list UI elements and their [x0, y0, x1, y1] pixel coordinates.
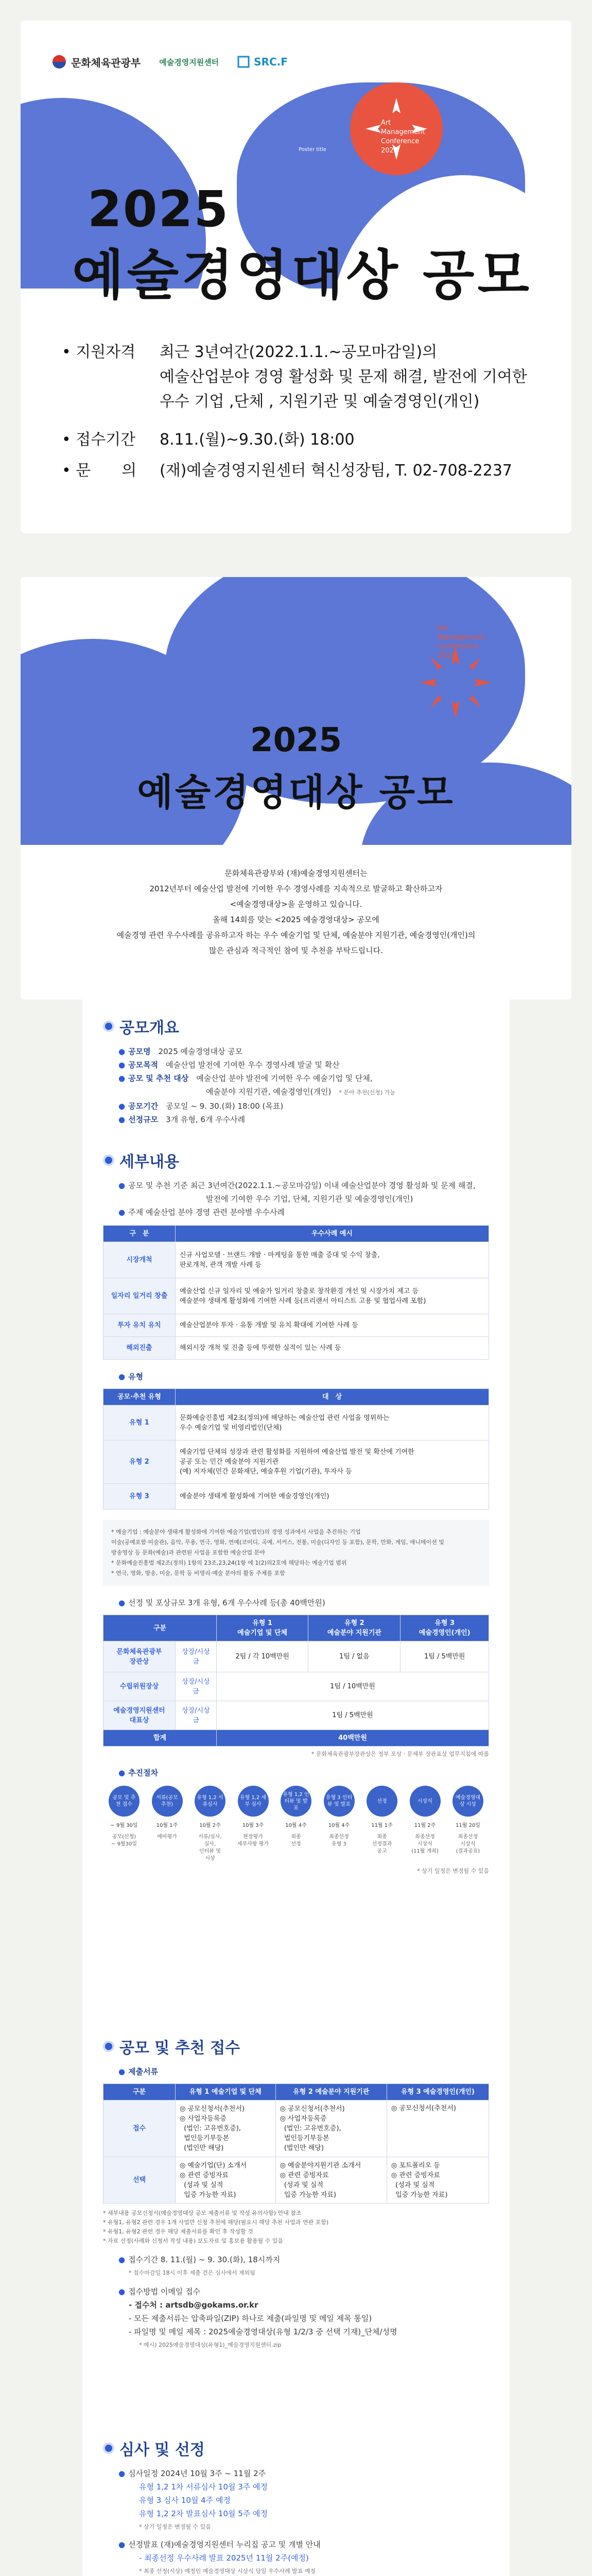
document-body — [82, 994, 510, 2576]
table-cell: 상장/시상금 — [176, 1641, 217, 1672]
table-header: 우수사례 예시 — [176, 1226, 489, 1242]
badge-line-4: 2025 — [381, 147, 398, 155]
review-schedule-text: 심사일정 2024년 10월 3주 ~ 11월 2주 — [128, 2469, 266, 2478]
step-desc: 최종선정 시상식 (결과공표) — [456, 1834, 480, 1854]
table-row — [103, 1405, 489, 1440]
process-step — [452, 1786, 484, 1862]
info-label-contact: • 문 의 — [62, 462, 137, 480]
step-circle: 선정 — [367, 1786, 397, 1817]
bullet-icon: ● — [118, 1074, 126, 1083]
submission-period-note: * 접수마감일 18시 이후 제출 건은 심사에서 제외됨 — [129, 2269, 255, 2276]
submission-how-text: 접수방법 이메일 접수 — [128, 2287, 201, 2296]
overview-key: 선정규모 — [128, 1115, 159, 1124]
review-step-3: 유형 1,2 2차 발표심사 10월 5주 예정 — [139, 2509, 268, 2518]
process-heading-text: 추진절차 — [128, 1768, 159, 1777]
prize-note: * 문화체육관광부장관상은 정부 포상 · 문체부 장관표상 업무지침에 따름 — [311, 1751, 489, 1757]
hero2-year: 2025 — [250, 721, 342, 759]
hero2-badge-line-1: Art — [438, 624, 448, 632]
overview-value: 공모일 ~ 9. 30.(화) 18:00 (목표) — [166, 1101, 284, 1111]
table-header: 구분 — [103, 2084, 176, 2100]
bullet-icon: ● — [118, 2540, 126, 2549]
review-step-2: 유형 3 심사 10월 4주 예정 — [139, 2496, 231, 2505]
review-schedule — [118, 2467, 489, 2480]
badge-caption: Poster title — [299, 147, 326, 152]
process-step — [280, 1786, 312, 1862]
table-cell-key: 접수 — [103, 2100, 176, 2157]
table-cell: 문화예술진흥법 제2조(정의)에 해당하는 예술산업 관련 사업을 영위하는 우수 예술기업 및 비영리법인(단체) — [176, 1405, 489, 1440]
table-header: 공모·추천 유형 — [103, 1389, 176, 1405]
details-lead-2: 발전에 기여한 우수 기업, 단체, 지원기관 및 예술경영인(개인) — [206, 1194, 413, 1204]
section-dot-icon — [103, 1155, 114, 1166]
table-cell-key: 유형 1 — [103, 1405, 176, 1440]
table-cell: 1팀 / 10백만원 — [217, 1672, 489, 1701]
table-cell-key: 유형 2 — [103, 1440, 176, 1484]
section-overview-title-text: 공모개요 — [119, 1019, 179, 1037]
section-details — [103, 1149, 489, 1875]
process-note: * 상기 일정은 변경될 수 있음 — [417, 1868, 489, 1874]
step-desc: 최종 선정 — [291, 1834, 301, 1847]
section-dot-icon — [103, 1021, 114, 1032]
hero2-intro: 문화체육관광부와 (재)예술경영지원센터는 2012년부터 예술산업 발전에 기여한 우수 경영사례를 지속적으로 발굴하고 확산하고자 <예술경영대상>을 운영하고 있습니다. 올해 14회를 맞는 <2025 예술경영대상> 공모에 예술경영 관련 우수사례를 공유하고자 하는 우수 예술기업 및 단체, 예술분야 지원기관, 예술경영인(개인)의 많은 관심과 적극적인 참여 및 추천을 부탁드립니다. — [116, 869, 476, 955]
details-lead-3 — [118, 1206, 489, 1219]
arts-logo — [159, 57, 219, 67]
process-steps — [103, 1786, 489, 1862]
srcf-name: SRC.F — [254, 56, 288, 68]
bullet-icon: ● — [118, 2067, 126, 2076]
bullet-icon: ● — [118, 1060, 126, 1070]
table-cell-key: 유형 3 — [103, 1484, 176, 1510]
table-row — [103, 1242, 489, 1278]
overview-key: 공모명 — [128, 1047, 151, 1056]
ministry-logo — [51, 54, 141, 70]
info-contact — [62, 459, 512, 483]
table-row — [103, 1641, 489, 1672]
review-announce — [118, 2538, 489, 2551]
table-cell: 신규 사업모델 · 브랜드 개발 · 마케팅을 통한 매출 증대 및 수익 창출, 판로개척, 관객 개발 사례 등 — [176, 1242, 489, 1278]
table-cell: 2팀 / 각 10백만원 — [217, 1641, 308, 1672]
table-cell: ◎ 공모신청서(추천서) ◎ 사업자등록증 (법인: 고유번호증), 법인등기부등본 (법인만 해당) — [275, 2100, 387, 2157]
table-row — [103, 1484, 489, 1510]
table-cell: 1팀 / 5백만원 — [217, 1701, 489, 1730]
table-header: 대 상 — [176, 1389, 489, 1405]
type-table — [103, 1388, 489, 1510]
table-cell-key: 예술경영지원센터 대표상 — [103, 1701, 176, 1730]
section-details-title — [103, 1149, 489, 1172]
table-cell-key: 투자 유치 유치 — [103, 1314, 176, 1337]
table-header: 유형 3 예술경영인(개인) — [401, 1615, 489, 1641]
overview-value: 예술분야 지원기관, 예술경영인(개인) — [206, 1087, 332, 1096]
step-desc: 예비평가 — [157, 1834, 177, 1840]
documents-table — [103, 2083, 489, 2204]
info-value-eligibility: 최근 3년여간(2022.1.1.~공모마감일)의 예술산업분야 경영 활성화 및 문제 해결, 발전에 기여한 우수 기업 ,단체 , 지원기관 및 예술경영인(개인) — [160, 343, 527, 411]
table-header: 유형 3 예술경영인(개인) — [387, 2084, 489, 2100]
table-row — [103, 1337, 489, 1360]
overview-value: 3개 유형, 6개 우수사례 — [166, 1115, 246, 1124]
bullet-icon: ● — [118, 1372, 126, 1381]
bullet-icon: ● — [118, 1181, 126, 1190]
overview-note: * 분야 추천(신청) 가능 — [339, 1089, 395, 1096]
review-list — [103, 2467, 489, 2576]
section-overview-title — [103, 1015, 489, 1038]
step-desc: 최종선정 시상식 (11월 개최) — [411, 1834, 439, 1854]
hero2-card — [21, 577, 571, 999]
table-header: 구분 — [103, 1615, 217, 1641]
info-label-eligibility: • 지원자격 — [62, 343, 136, 361]
review-step-1: 유형 1,2 1차 서류심사 10월 3주 예정 — [139, 2482, 268, 2492]
hero2-badge-line-4: 2025 — [438, 652, 456, 660]
step-circle: 유형 1,2 세부 심사 — [238, 1786, 269, 1817]
info-value-contact: (재)예술경영지원센터 혁신성장팀, T. 02-708-2237 — [160, 462, 513, 480]
section-submission-title-text: 공모 및 추천 접수 — [119, 2039, 240, 2057]
step-circle: 시상식 — [410, 1786, 441, 1817]
ministry-emblem-icon — [51, 54, 67, 70]
bullet-icon: ● — [118, 1115, 126, 1124]
prize-lead — [103, 1596, 489, 1609]
overview-key: 공모기간 — [128, 1101, 159, 1111]
table-cell: 해외시장 개척 및 진출 등에 뚜렷한 실적이 있는 사례 등 — [176, 1337, 489, 1360]
documents-notes: * 세부내용 공모신청서(예술경영대상 공모 제출서류 및 작성 유의사항) 안내 참조 * 유형1, 유형2 관련 경우 1개 사업만 신청 추천에 해당(필요시 해당 추천 사업과 연관 포함) * 유형1, 유형2 관련 경우 해당 제출서류를 확인 후 작성할 것 * 자료 선정(사례와 신청서 작성 내용) 보도자료 및 홍보용 활용될 수 있음 — [103, 2210, 329, 2244]
step-desc: 현장평가 세부사항 평가 — [237, 1834, 269, 1847]
table-cell: ◎ 공모신청서(추천서) ◎ 사업자등록증 (법인: 고유번호증), 법인등기부등본 (법인만 해당) — [176, 2100, 276, 2157]
review-note: * 상기 일정은 변경될 수 있음 — [139, 2523, 211, 2530]
details-lead — [103, 1179, 489, 1219]
overview-item — [118, 1045, 489, 1058]
process-step — [366, 1786, 398, 1862]
bullet-icon: ● — [118, 1768, 126, 1777]
submission-email[interactable]: - 접수처 : artsdb@gokams.or.kr — [129, 2300, 258, 2310]
badge-line-2: Management — [381, 128, 425, 136]
section-overview — [103, 1015, 489, 1126]
submission-example: * 예시) 2025예술경영대상(유형1)_예술경영지원센터.zip — [139, 2342, 282, 2348]
section-review-title — [103, 2437, 489, 2460]
hero2-title: 예술경영대상 공모 — [137, 771, 455, 814]
overview-item — [118, 1072, 489, 1085]
details-lead-1-text: 공모 및 추천 기준 최근 3년여간(2022.1.1.~공모마감일) 이내 예술산업분야 경영 활성화 및 문제 해결, — [128, 1181, 476, 1190]
step-desc: 최종 선정결과 공고 — [372, 1834, 392, 1854]
arts-center-name: 예술경영지원센터 — [159, 57, 219, 67]
submission-filename: - 파일명 및 메일 제목 : 2025예술경영대상(유형 1/2/3 중 선택 기재)_단체/성명 — [129, 2327, 397, 2336]
process-step — [409, 1786, 441, 1862]
table-cell-key: 수립위원장상 — [103, 1672, 176, 1701]
section-review — [103, 2437, 489, 2576]
hero-card — [21, 21, 571, 533]
table-cell-key: 시장개척 — [103, 1242, 176, 1278]
step-date: 11월 1주 — [371, 1823, 393, 1828]
table-row — [103, 2157, 489, 2204]
note-box: * 예술기업 : 예술분야 생태계 활성화에 기여한 예술기업(법인)의 경영 성과에서 사업을 추진하는 기업 미술(공예포함·미술관), 음악, 무용, 연극, 영화, 연예(코미디, 곡예, 서커스, 전통, 미술(디자인 등 포함), 문학, 만화, 게임, 애니메이션 및 방송영상 등 문화(예술)과 관련된 사업을 포함한 예술산업 분야 * 문화예술진흥법 제2조(정의) 1항의 23조,23,24(1항 에 1(2)의2호에 해당하는 예술기업 범위 * 연극, 영화, 방송, 미술, 문학 등 비영리·예술 분야의 활동 주체를 포함 — [103, 1520, 489, 1586]
table-row — [103, 1730, 489, 1747]
prize-lead-text: 선정 및 포상규모 3개 유형, 6개 우수사례 등(총 40백만원) — [128, 1598, 325, 1607]
review-announce-text: 선정발표 (재)예술경영지원센터 누리집 공고 및 개별 안내 — [128, 2540, 321, 2549]
table-cell-key: 선택 — [103, 2157, 176, 2204]
hero2-badge-text — [438, 623, 485, 660]
info-label-period: • 접수기간 — [62, 431, 136, 449]
table-cell-key: 일자리 일거리 창출 — [103, 1278, 176, 1314]
details-lead-3-text: 주제 예술산업 분야 경영 관련 분야별 우수사례 — [128, 1208, 285, 1217]
info-eligibility — [62, 340, 527, 414]
hero-year: 2025 — [88, 180, 230, 238]
bullet-icon: ● — [118, 1047, 126, 1056]
table-header: 유형 1 예술기업 및 단체 — [176, 2084, 276, 2100]
section-submission-title — [103, 2035, 489, 2058]
table-cell: 40백만원 — [217, 1730, 489, 1747]
table-row — [103, 1672, 489, 1701]
bullet-icon: ● — [118, 1101, 126, 1111]
step-date: 10월 4주 — [328, 1823, 350, 1828]
step-date: 11월 20일 — [456, 1823, 480, 1828]
table-cell: ◎ 예술기업(단) 소개서 ◎ 관련 증빙자료 (성과 및 실적 입증 가능한 자료) — [176, 2157, 276, 2204]
step-circle: 유형 1,2 서류심사 — [195, 1786, 225, 1817]
step-desc: 공모(신청) ~ 9월30일 — [111, 1834, 137, 1847]
step-date: ~ 9월 30일 — [110, 1823, 138, 1828]
step-date: 10월 1주 — [156, 1823, 178, 1828]
badge-text — [381, 118, 425, 156]
step-date: 10월 2주 — [199, 1823, 221, 1828]
table-cell: 1팀 / 5백만원 — [401, 1641, 489, 1672]
process-heading — [103, 1766, 489, 1780]
step-desc: 최종선정 유형 3 — [329, 1834, 349, 1847]
badge-line-3: Conference — [381, 138, 420, 145]
type-heading-text: 유형 — [128, 1372, 144, 1381]
section-submission — [103, 2035, 489, 2352]
step-date: 10월 3주 — [242, 1823, 264, 1828]
review-final-note: * 최종 선정(시상) 예정인 예술경영대상 시상식 당일 우수사례 발표 예정 — [139, 2568, 316, 2574]
overview-item-cont — [118, 1085, 489, 1099]
table-cell: ◎ 예술분야지원기관 소개서 ◎ 관련 증빙자료 (성과 및 실적 입증 가능한 자료) — [275, 2157, 387, 2204]
table-cell: 예술분야 생태계 활성화에 기여한 예술경영인(개인) — [176, 1484, 489, 1510]
table-row — [103, 1314, 489, 1337]
review-final: - 최종선정 우수사례 발표 2025년 11월 2주(예정) — [139, 2553, 309, 2563]
process-step — [151, 1786, 183, 1862]
overview-item — [118, 1058, 489, 1072]
step-date: 11월 2주 — [414, 1823, 436, 1828]
table-cell: 예술산업 신규 일자리 및 예술가 일거리 창출로 창작환경 개선 및 시장가치 제고 등 예술분야 생태계 활성화에 기여한 사례 등(프리랜서 아티스트 고용 및 협업사례 포함) — [176, 1278, 489, 1314]
table-row — [103, 1278, 489, 1314]
overview-list — [103, 1045, 489, 1126]
table-header: 유형 2 예술분야 지원기관 — [308, 1615, 401, 1641]
process-step — [237, 1786, 269, 1862]
overview-key: 공모 및 추천 대상 — [128, 1074, 189, 1083]
step-circle: 유형 3 인터뷰 및 발표 — [324, 1786, 355, 1817]
info-value-period: 8.11.(월)~9.30.(화) 18:00 — [160, 431, 355, 449]
bullet-icon: ● — [118, 2255, 126, 2264]
overview-value: 예술산업 발전에 기여한 우수 경영사례 발굴 및 확산 — [166, 1060, 340, 1070]
section-review-title-text: 심사 및 선정 — [119, 2441, 205, 2459]
table-cell: ◎ 공모신청서(추천서) — [387, 2100, 489, 2157]
step-circle: 서류(공모 추천) — [152, 1786, 183, 1817]
submission-zip: - 모든 제출서류는 압축파일(ZIP) 하나로 제출(파일명 및 메일 제목 통일) — [129, 2314, 372, 2323]
srcf-mark-icon — [237, 56, 250, 68]
info-period — [62, 428, 355, 452]
table-header: 구 분 — [103, 1226, 176, 1242]
badge-line-1: Art — [381, 119, 391, 127]
table-row — [103, 1440, 489, 1484]
hero2-badge-line-3: Conference — [438, 642, 479, 651]
prize-table — [103, 1615, 489, 1747]
step-date: 10월 4주 — [285, 1823, 307, 1828]
submission-method — [103, 2065, 489, 2078]
submission-how — [118, 2285, 489, 2298]
table-cell-key: 해외진출 — [103, 1337, 176, 1360]
table-cell: ◎ 포트폴리오 등 ◎ 관련 증빙자료 (성과 및 실적 입증 가능한 자료) — [387, 2157, 489, 2204]
step-desc: 서류/심사, 실사, 인터뷰 및 시상 — [198, 1834, 222, 1861]
bullet-icon: ● — [118, 2469, 126, 2478]
submission-method-text: 제출서류 — [128, 2067, 159, 2076]
section-dot-icon — [103, 2041, 114, 2052]
table-cell: 1팀 / 없음 — [308, 1641, 401, 1672]
section-dot-icon — [103, 2443, 114, 2454]
table-cell: 예술기업 단체의 성장과 관련 활성화를 지원하여 예술산업 발전 및 확산에 기여한 공공 또는 민간 예술분야 지원기관 (예) 지자체(민간 문화재단, 예술후원 기업(기관), 투자사 등 — [176, 1440, 489, 1484]
table-header: 유형 2 예술분야 지원기관 — [275, 2084, 387, 2100]
submission-details — [103, 2253, 489, 2352]
table-row — [103, 1701, 489, 1730]
bullet-icon: ● — [118, 1598, 126, 1607]
logo-bar — [51, 52, 571, 72]
process-step — [194, 1786, 226, 1862]
submission-period — [118, 2253, 489, 2266]
ministry-name: 문화체육관광부 — [71, 56, 141, 69]
type-heading — [103, 1370, 489, 1383]
table-cell-key: 문화체육관광부 장관상 — [103, 1641, 176, 1672]
table-cell-key: 합계 — [103, 1730, 217, 1747]
overview-item — [118, 1099, 489, 1113]
step-circle: 유형 1,2 인터뷰 및 발표 — [281, 1786, 311, 1817]
hero-title: 예술경영대상 공모 — [72, 244, 532, 307]
table-row — [103, 2100, 489, 2157]
submission-period-text: 접수기간 8. 11.(월) ~ 9. 30.(화), 18시까지 — [128, 2255, 281, 2264]
bullet-icon: ● — [118, 1208, 126, 1217]
hero2-badge-line-2: Management — [438, 633, 485, 641]
step-circle: 공모 및 추천 접수 — [109, 1786, 140, 1817]
table-cell: 상장/시상금 — [176, 1672, 217, 1701]
table-cell: 예술산업분야 투자 · 유통 개발 및 유치 확대에 기여한 사례 등 — [176, 1314, 489, 1337]
process-step — [323, 1786, 355, 1862]
process-step — [108, 1786, 140, 1862]
step-circle: 예술경영대상 시상 — [452, 1786, 483, 1817]
overview-item — [118, 1113, 489, 1126]
overview-key: 공모목적 — [128, 1060, 159, 1070]
bullet-icon: ● — [118, 2287, 126, 2296]
details-lead-1 — [118, 1179, 489, 1192]
table-header: 유형 1 예술기업 및 단체 — [217, 1615, 308, 1641]
overview-value: 예술산업 분야 발전에 기여한 우수 예술기업 및 단체, — [196, 1074, 373, 1083]
section-details-title-text: 세부내용 — [119, 1153, 179, 1171]
srcf-logo — [237, 56, 288, 68]
overview-value: 2025 예술경영대상 공모 — [158, 1047, 243, 1056]
case-example-table — [103, 1225, 489, 1360]
table-cell: 상장/시상금 — [176, 1701, 217, 1730]
